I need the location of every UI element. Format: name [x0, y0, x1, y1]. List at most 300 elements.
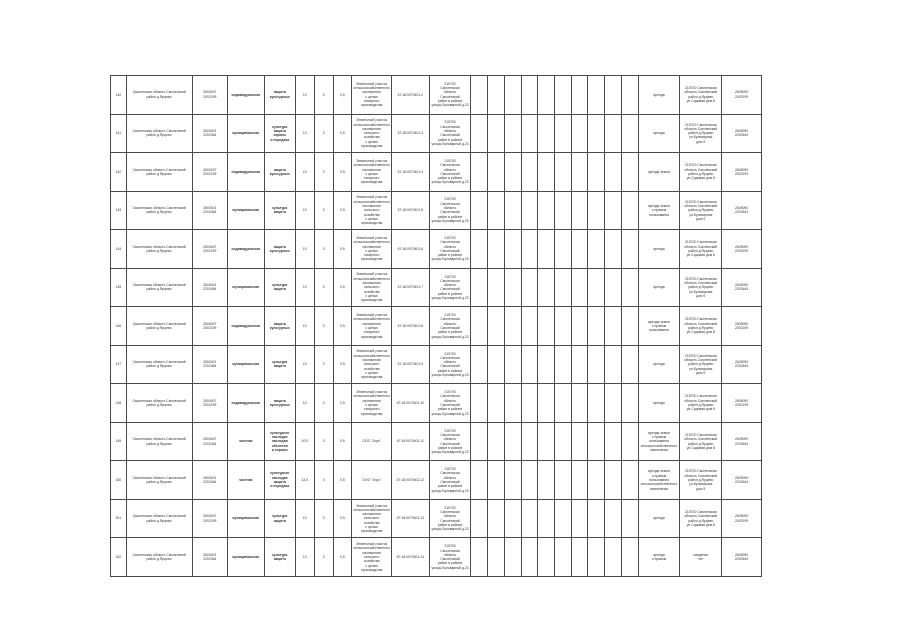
cell-use: культура защита	[264, 191, 295, 230]
cell-region: Смоленская область Смоленский район д.Ярцево	[126, 345, 192, 384]
cell-n: 140	[111, 76, 127, 115]
cell-c7: 0,5	[333, 114, 352, 153]
cell-use: культура защита	[264, 345, 295, 384]
empty-cell	[605, 114, 622, 153]
empty-cell	[555, 153, 572, 192]
cell-c6: 3	[314, 307, 333, 346]
cell-purpose: Земельный участок сельскохозяйственного назначения с целью товарного производства	[352, 307, 392, 346]
cell-n: 141	[111, 114, 127, 153]
empty-cell	[488, 461, 505, 500]
cell-address: 215700 Смоленская область Смоленский район в районе улицы Бульварной д.23	[429, 499, 471, 538]
cell-use: защита культурных	[264, 76, 295, 115]
table-row	[111, 384, 762, 423]
empty-cell	[555, 114, 572, 153]
cell-owner: муниципальная	[228, 538, 265, 577]
cell-n: 152	[111, 538, 127, 577]
land-registry-table	[110, 75, 762, 577]
cell-cad: 67:18:0070401:3	[392, 114, 430, 153]
cell-c6: 3	[314, 191, 333, 230]
empty-cell	[538, 191, 555, 230]
empty-cell	[538, 345, 555, 384]
empty-cell	[504, 114, 521, 153]
empty-cell	[538, 538, 555, 577]
empty-cell	[471, 153, 488, 192]
empty-cell	[471, 76, 488, 115]
empty-cell	[471, 461, 488, 500]
cell-region: Смоленская область Смоленский район д.Ярцево	[126, 499, 192, 538]
empty-cell	[521, 499, 538, 538]
cell-status: аренда	[638, 268, 680, 307]
table-row	[111, 153, 762, 192]
cell-cad: 67:18:0070401:14	[392, 538, 430, 577]
cell-contact: 215700 Смоленская область Смоленский район д.Ярцево ул.Садовая дом 8	[680, 153, 722, 192]
cell-purpose: Земельный участок сельскохозяйственного назначения с целью товарного производства	[352, 230, 392, 269]
cell-c6: 3	[314, 499, 333, 538]
cell-owner: муниципальная	[228, 268, 265, 307]
cell-owner: индивидуальная	[228, 76, 265, 115]
cell-status: аренда земли с правом пользования сельскохозяйственного назначения	[638, 461, 680, 500]
cell-purpose: Земельный участок сельскохозяйственного назначения с целью товарного производства	[352, 76, 392, 115]
empty-cell	[588, 538, 605, 577]
cell-phone: 2649090 2002199	[722, 499, 762, 538]
cell-area: 2600407 2002199	[192, 230, 228, 269]
empty-cell	[488, 499, 505, 538]
cell-n: 147	[111, 345, 127, 384]
empty-cell	[488, 76, 505, 115]
table-row	[111, 230, 762, 269]
empty-cell	[555, 499, 572, 538]
cell-c7: 0,5	[333, 268, 352, 307]
empty-cell	[488, 268, 505, 307]
cell-c6: 3	[314, 76, 333, 115]
empty-cell	[605, 307, 622, 346]
cell-c5: 10	[295, 268, 314, 307]
cell-n: 148	[111, 384, 127, 423]
cell-status: аренда земли с правом пользования сельскохозяйственного назначения	[638, 422, 680, 461]
cell-use: культура защита	[264, 499, 295, 538]
empty-cell	[538, 307, 555, 346]
empty-cell	[538, 268, 555, 307]
cell-use: защита культурных	[264, 384, 295, 423]
empty-cell	[521, 538, 538, 577]
cell-use: защита культурных	[264, 230, 295, 269]
cell-n: 142	[111, 153, 127, 192]
empty-cell	[621, 230, 638, 269]
cell-c6: 3	[314, 384, 333, 423]
cell-area: 2600407 2002199	[192, 384, 228, 423]
empty-cell	[488, 230, 505, 269]
empty-cell	[504, 153, 521, 192]
cell-c7: 0,5	[333, 422, 352, 461]
cell-owner: частная	[228, 461, 265, 500]
cell-status: аренда земли	[638, 153, 680, 192]
cell-owner: муниципальная	[228, 345, 265, 384]
empty-cell	[488, 153, 505, 192]
empty-cell	[571, 230, 588, 269]
empty-cell	[588, 153, 605, 192]
cell-phone: 2649090 2002199	[722, 153, 762, 192]
cell-phone: 2649090 2002199	[722, 76, 762, 115]
table-row	[111, 422, 762, 461]
empty-cell	[504, 76, 521, 115]
empty-cell	[504, 307, 521, 346]
empty-cell	[621, 153, 638, 192]
cell-cad: 67:18:0070401:2	[392, 76, 430, 115]
empty-cell	[605, 461, 622, 500]
empty-cell	[621, 384, 638, 423]
empty-cell	[571, 538, 588, 577]
empty-cell	[504, 230, 521, 269]
cell-address: 215700 Смоленская область Смоленский район в районе улицы Бульварной д.23	[429, 422, 471, 461]
empty-cell	[521, 345, 538, 384]
cell-region: Смоленская область Смоленский район д.Ярцево	[126, 422, 192, 461]
empty-cell	[571, 461, 588, 500]
table-row	[111, 345, 762, 384]
table-row	[111, 499, 762, 538]
empty-cell	[588, 230, 605, 269]
empty-cell	[504, 499, 521, 538]
empty-cell	[504, 538, 521, 577]
cell-c7: 0,5	[333, 461, 352, 500]
empty-cell	[555, 307, 572, 346]
empty-cell	[471, 384, 488, 423]
cell-purpose: ООО "Агро"	[352, 461, 392, 500]
cell-c5: 10	[295, 191, 314, 230]
cell-region: Смоленская область Смоленский район д.Ярцево	[126, 76, 192, 115]
cell-n: 150	[111, 461, 127, 500]
cell-purpose: Земельный участок сельскохозяйственного назначения сельского хозяйства с целью производства	[352, 114, 392, 153]
empty-cell	[605, 230, 622, 269]
empty-cell	[588, 268, 605, 307]
empty-cell	[504, 384, 521, 423]
cell-phone: 2649090 2202464	[722, 422, 762, 461]
empty-cell	[521, 307, 538, 346]
cell-c7: 0,5	[333, 384, 352, 423]
cell-purpose: Земельный участок сельскохозяйственного назначения сельского хозяйства с целью производства	[352, 538, 392, 577]
cell-c6: 3	[314, 114, 333, 153]
empty-cell	[504, 268, 521, 307]
empty-cell	[555, 230, 572, 269]
cell-address: 215700 Смоленская область Смоленский район в районе улицы Бульварной д.23	[429, 538, 471, 577]
empty-cell	[621, 345, 638, 384]
cell-region: Смоленская область Смоленский район д.Ярцево	[126, 230, 192, 269]
empty-cell	[471, 307, 488, 346]
cell-area: 2600401 2202464	[192, 538, 228, 577]
cell-owner: индивидуальная	[228, 384, 265, 423]
table-row	[111, 307, 762, 346]
cell-address: 215700 Смоленская область Смоленский район в районе улицы Бульварной д.23	[429, 230, 471, 269]
cell-address: 215700 Смоленская область Смоленский район в районе улицы Бульварной д.23	[429, 76, 471, 115]
table-row	[111, 191, 762, 230]
cell-use: культура защита	[264, 268, 295, 307]
cell-area: 2600407 2002199	[192, 499, 228, 538]
cell-use: культура защита	[264, 538, 295, 577]
cell-cad: 67:18:0070401:9	[392, 345, 430, 384]
empty-cell	[538, 76, 555, 115]
empty-cell	[555, 384, 572, 423]
cell-c7: 0,5	[333, 230, 352, 269]
cell-phone: 2649090 2202464	[722, 461, 762, 500]
empty-cell	[471, 345, 488, 384]
empty-cell	[471, 230, 488, 269]
cell-purpose: Земельный участок сельскохозяйственного назначения сельского хозяйства с целью производства	[352, 268, 392, 307]
empty-cell	[488, 422, 505, 461]
cell-area: 2600407 2202464	[192, 422, 228, 461]
cell-cad: 67:18:0070401:4	[392, 153, 430, 192]
cell-area: 2600407 2002199	[192, 307, 228, 346]
empty-cell	[621, 114, 638, 153]
empty-cell	[488, 307, 505, 346]
cell-area: 2600401 2202464	[192, 268, 228, 307]
empty-cell	[538, 499, 555, 538]
cell-phone: 2649090 2202464	[722, 114, 762, 153]
cell-region: Смоленская область Смоленский район д.Ярцево	[126, 307, 192, 346]
empty-cell	[555, 191, 572, 230]
empty-cell	[471, 191, 488, 230]
cell-owner: муниципальная	[228, 114, 265, 153]
cell-phone: 2649090 2202464	[722, 538, 762, 577]
cell-region: Смоленская область Смоленский район д.Ярцево	[126, 114, 192, 153]
empty-cell	[555, 76, 572, 115]
cell-status: аренда	[638, 76, 680, 115]
empty-cell	[571, 153, 588, 192]
empty-cell	[555, 268, 572, 307]
cell-area: 2600401 2202464	[192, 191, 228, 230]
cell-contact: 215700 Смоленская область Смоленский район д.Ярцево ул.Садовая дом 8	[680, 384, 722, 423]
cell-area: 2600401 2202464	[192, 461, 228, 500]
empty-cell	[621, 538, 638, 577]
cell-area: 2600407 2002199	[192, 153, 228, 192]
cell-contact: 215700 Смоленская область Смоленский район д.Ярцево ул.Бульварная дом 9	[680, 191, 722, 230]
cell-contact: 215700 Смоленская область Смоленский район д.Ярцево ул.Садовая дом 8	[680, 76, 722, 115]
cell-use: защита культурных	[264, 153, 295, 192]
cell-cad: 67:18:0070401:13	[392, 499, 430, 538]
cell-c5: 10,0	[295, 422, 314, 461]
cell-c5: 10	[295, 153, 314, 192]
cell-address: 215700 Смоленская область Смоленский район в районе улицы Бульварной д.23	[429, 461, 471, 500]
cell-n: 144	[111, 230, 127, 269]
cell-use: культурное наследие защита и передача	[264, 461, 295, 500]
empty-cell	[605, 538, 622, 577]
cell-phone: 2649090 2002199	[722, 307, 762, 346]
empty-cell	[588, 384, 605, 423]
cell-n: 151	[111, 499, 127, 538]
empty-cell	[605, 191, 622, 230]
cell-c7: 0,5	[333, 191, 352, 230]
cell-area: 2600401 2202464	[192, 345, 228, 384]
empty-cell	[588, 461, 605, 500]
empty-cell	[504, 422, 521, 461]
cell-contact: 215700 Смоленская область Смоленский район д.Ярцево ул.Бульварная дом 9	[680, 268, 722, 307]
cell-purpose: Земельный участок сельскохозяйственного назначения сельского хозяйства с целью производства	[352, 191, 392, 230]
empty-cell	[605, 153, 622, 192]
empty-cell	[571, 422, 588, 461]
cell-owner: индивидуальная	[228, 153, 265, 192]
empty-cell	[571, 114, 588, 153]
empty-cell	[621, 422, 638, 461]
cell-contact: 215700 Смоленская область Смоленский район д.Ярцево ул.Бульварная дом 9	[680, 114, 722, 153]
cell-status: аренда	[638, 384, 680, 423]
cell-c5: 10	[295, 538, 314, 577]
cell-contact: 215700 Смоленская область Смоленский район д.Ярцево ул.Садовая дом 8	[680, 422, 722, 461]
cell-region: Смоленская область Смоленский район д.Ярцево	[126, 461, 192, 500]
cell-region: Смоленская область Смоленский район д.Ярцево	[126, 191, 192, 230]
empty-cell	[605, 268, 622, 307]
empty-cell	[521, 230, 538, 269]
cell-c7: 0,5	[333, 345, 352, 384]
cell-cad: 67:18:0070401:11	[392, 422, 430, 461]
cell-c7: 0,5	[333, 307, 352, 346]
empty-cell	[621, 268, 638, 307]
cell-c7: 0,5	[333, 153, 352, 192]
cell-region: Смоленская область Смоленский район д.Ярцево	[126, 538, 192, 577]
empty-cell	[571, 191, 588, 230]
empty-cell	[521, 384, 538, 423]
empty-cell	[538, 422, 555, 461]
cell-cad: 67:18:0070401:5	[392, 191, 430, 230]
cell-c5: 10	[295, 230, 314, 269]
empty-cell	[538, 114, 555, 153]
cell-status: аренда земли с правом пользования	[638, 307, 680, 346]
table-row	[111, 268, 762, 307]
empty-cell	[471, 538, 488, 577]
empty-cell	[555, 345, 572, 384]
empty-cell	[471, 268, 488, 307]
empty-cell	[571, 345, 588, 384]
empty-cell	[538, 153, 555, 192]
empty-cell	[571, 384, 588, 423]
cell-c6: 3	[314, 230, 333, 269]
empty-cell	[504, 461, 521, 500]
empty-cell	[471, 499, 488, 538]
cell-phone: 2649090 2202464	[722, 268, 762, 307]
empty-cell	[488, 538, 505, 577]
empty-cell	[488, 384, 505, 423]
empty-cell	[621, 461, 638, 500]
cell-purpose: Земельный участок сельскохозяйственного назначения с целью товарного производства	[352, 384, 392, 423]
empty-cell	[521, 461, 538, 500]
cell-c7: 0,5	[333, 538, 352, 577]
table-row	[111, 76, 762, 115]
empty-cell	[521, 76, 538, 115]
empty-cell	[488, 114, 505, 153]
cell-address: 215700 Смоленская область Смоленский район в районе улицы Бульварной д.23	[429, 307, 471, 346]
cell-use: культура защита охраны и передача	[264, 114, 295, 153]
empty-cell	[471, 114, 488, 153]
cell-status: аренда	[638, 499, 680, 538]
empty-cell	[571, 499, 588, 538]
empty-cell	[555, 538, 572, 577]
table-row	[111, 538, 762, 577]
cell-use: культурное наследие наследия объектов и охраны	[264, 422, 295, 461]
empty-cell	[621, 191, 638, 230]
cell-address: 215700 Смоленская область Смоленский район в районе улицы Бульварной д.23	[429, 153, 471, 192]
cell-c5: 10	[295, 114, 314, 153]
cell-c6: 3	[314, 422, 333, 461]
empty-cell	[588, 307, 605, 346]
cell-c5: 10	[295, 499, 314, 538]
cell-area: 2600407 2002199	[192, 76, 228, 115]
cell-address: 215700 Смоленская область Смоленский район в районе улицы Бульварной д.23	[429, 191, 471, 230]
empty-cell	[605, 345, 622, 384]
empty-cell	[521, 153, 538, 192]
cell-address: 215700 Смоленская область Смоленский район в районе улицы Бульварной д.23	[429, 384, 471, 423]
cell-c5: 10	[295, 307, 314, 346]
cell-phone: 2649090 2202464	[722, 191, 762, 230]
cell-c6: 3	[314, 345, 333, 384]
cell-n: 149	[111, 422, 127, 461]
cell-owner: муниципальная	[228, 191, 265, 230]
empty-cell	[621, 76, 638, 115]
cell-owner: индивидуальная	[228, 230, 265, 269]
cell-area: 2600401 2202464	[192, 114, 228, 153]
empty-cell	[588, 76, 605, 115]
empty-cell	[504, 191, 521, 230]
cell-c7: 0,5	[333, 76, 352, 115]
empty-cell	[521, 114, 538, 153]
cell-phone: 2649090 2002199	[722, 384, 762, 423]
empty-cell	[488, 191, 505, 230]
cell-contact: 215700 Смоленская область Смоленский район д.Ярцево ул.Бульварная дом 9	[680, 461, 722, 500]
cell-status: аренда	[638, 345, 680, 384]
cell-n: 143	[111, 191, 127, 230]
cell-c5: 10	[295, 76, 314, 115]
table-row	[111, 461, 762, 500]
cell-phone: 2649090 2002199	[722, 230, 762, 269]
empty-cell	[521, 191, 538, 230]
table-row	[111, 114, 762, 153]
cell-contact: 215700 Смоленская область Смоленский район д.Ярцево ул.Бульварная дом 9	[680, 345, 722, 384]
cell-n: 145	[111, 268, 127, 307]
cell-region: Смоленская область Смоленский район д.Ярцево	[126, 268, 192, 307]
empty-cell	[504, 345, 521, 384]
cell-cad: 67:18:0070401:10	[392, 384, 430, 423]
cell-contact: 215700 Смоленская область Смоленский район д.Ярцево ул.Садовая дом 8	[680, 307, 722, 346]
empty-cell	[605, 76, 622, 115]
empty-cell	[588, 345, 605, 384]
empty-cell	[605, 422, 622, 461]
cell-cad: 67:18:0070401:12	[392, 461, 430, 500]
empty-cell	[488, 345, 505, 384]
cell-contact: 215700 Смоленская область Смоленский район д.Ярцево ул.Садовая дом 8	[680, 499, 722, 538]
cell-c6: 3	[314, 461, 333, 500]
cell-contact: сведения нет	[680, 538, 722, 577]
cell-address: 215700 Смоленская область Смоленский район в районе улицы Бульварной д.23	[429, 114, 471, 153]
cell-cad: 67:18:0070401:7	[392, 268, 430, 307]
empty-cell	[571, 268, 588, 307]
cell-status: аренда земли с правом пользования	[638, 191, 680, 230]
empty-cell	[555, 422, 572, 461]
empty-cell	[621, 499, 638, 538]
cell-owner: индивидуальная	[228, 307, 265, 346]
cell-owner: частная	[228, 422, 265, 461]
cell-c5: 10	[295, 345, 314, 384]
cell-contact: 215700 Смоленская область Смоленский район д.Ярцево ул.Садовая дом 8	[680, 230, 722, 269]
empty-cell	[588, 191, 605, 230]
cell-cad: 67:18:0070401:8	[392, 307, 430, 346]
empty-cell	[588, 422, 605, 461]
empty-cell	[538, 230, 555, 269]
cell-c7: 0,5	[333, 499, 352, 538]
cell-address: 215700 Смоленская область Смоленский район в районе улицы Бульварной д.23	[429, 345, 471, 384]
cell-n: 146	[111, 307, 127, 346]
cell-c6: 3	[314, 538, 333, 577]
empty-cell	[588, 499, 605, 538]
cell-address: 215700 Смоленская область Смоленский район в районе улицы Бульварной д.23	[429, 268, 471, 307]
empty-cell	[605, 384, 622, 423]
cell-status: аренда с правом	[638, 538, 680, 577]
cell-owner: муниципальная	[228, 499, 265, 538]
